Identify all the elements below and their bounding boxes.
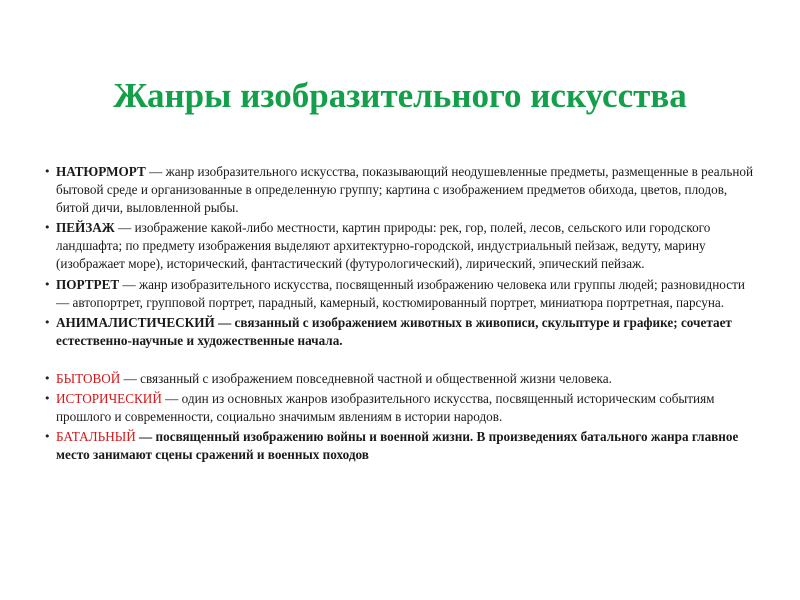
list-item-animalistic xyxy=(44,314,760,350)
term-historical: ИСТОРИЧЕСКИЙ xyxy=(56,391,162,407)
list-item-historical xyxy=(44,390,760,426)
term-animalistic: АНИМАЛИСТИЧЕСКИЙ xyxy=(56,314,215,330)
term-landscape: ПЕЙЗАЖ xyxy=(56,220,115,236)
definition-landscape: — изображение какой-либо местности, картин природы: рек, гор, полей, лесов, сельского или городского ландшафта; по предмету изображения выделяют архитектурно-городской, индустриальный пейзаж, ведуту, марину (изображает море), исторический, фантастический (футурологический), лирический, эпический пейзаж. xyxy=(56,220,711,272)
term-genre: БЫТОВОЙ xyxy=(56,370,121,386)
term-portrait: ПОРТРЕТ xyxy=(56,276,120,292)
spacer xyxy=(44,352,760,370)
term-battle: БАТАЛЬНЫЙ xyxy=(56,429,136,445)
slide-title: Жанры изобразительного искусства xyxy=(113,76,687,115)
genre-list xyxy=(44,163,760,466)
term-still-life: НАТЮРМОРТ xyxy=(56,164,146,179)
definition-genre: — связанный с изображением повседневной частной и общественной жизни человека. xyxy=(120,370,612,386)
list-item-battle xyxy=(44,428,760,464)
definition-battle: — посвященный изображению войны и военной жизни. В произведениях батального жанра главное место занимают сцены сражений и военных походов xyxy=(56,429,739,463)
definition-portrait: — жанр изобразительного искусства, посвященный изображению человека или группы людей; разновидности — автопортрет, групповой портрет, парадный, камерный, костюмированный портрет, миниатюра портретная, парсуна. xyxy=(56,276,745,310)
list-item-still-life xyxy=(44,163,760,217)
list-item-portrait xyxy=(44,276,760,312)
list-item-genre xyxy=(44,370,760,388)
definition-animalistic: — связанный с изображением животных в живописи, скульптуре и графике; сочетает естественно-научные и художественные начала. xyxy=(56,314,732,348)
list-item-landscape xyxy=(44,219,760,273)
definition-historical: — один из основных жанров изобразительного искусства, посвященный историческим событиям прошлого и современности, социально значимым явлениям в истории народов. xyxy=(56,391,715,425)
definition-still-life: — жанр изобразительного искусства, показывающий неодушевленные предметы, размещенные в реальной бытовой среде и организованные в определенную группу; картина с изображением предметов обихода, цветов, плодов, битой дичи, выловленной рыбы. xyxy=(56,164,754,216)
